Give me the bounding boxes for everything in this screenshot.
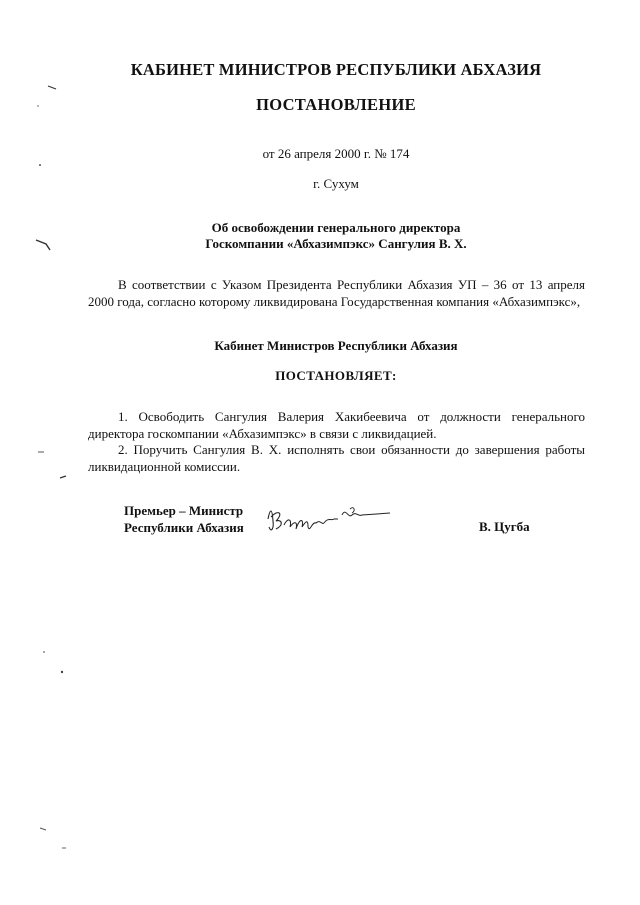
resolves-heading: ПОСТАНОВЛЯЕТ: <box>275 368 397 383</box>
signatory-title-line-2: Республики Абхазия <box>124 520 244 535</box>
handwritten-signature <box>262 497 392 537</box>
signatory-name: В. Цугба <box>479 519 530 534</box>
preamble-paragraph: В соответствии с Указом Президента Республики Абхазия УП – 36 от 13 апреля 2000 года, согласно которому ликвидирована Государственная компания «Абхазимпэкс», <box>88 277 585 309</box>
signatory-title-line-1: Премьер – Министр <box>124 503 244 518</box>
resolution-item: 2. Поручить Сангулия В. Х. исполнять свои обязанности до завершения работы ликвидационной комиссии. <box>88 442 585 474</box>
signatory-title <box>124 502 244 536</box>
subject-line-2: Госкомпании «Абхазимпэкс» Сангулия В. Х. <box>205 236 467 251</box>
issuer-line: Кабинет Министров Республики Абхазия <box>214 338 458 353</box>
subject-line-1: Об освобождении генерального директора <box>211 220 461 235</box>
resolution-items <box>88 409 585 475</box>
organization-heading: КАБИНЕТ МИНИСТРОВ РЕСПУБЛИКИ АБХАЗИЯ <box>130 60 542 79</box>
city-line: г. Сухум <box>313 176 359 191</box>
date-and-number: от 26 апреля 2000 г. № 174 <box>262 146 410 161</box>
document-type-heading: ПОСТАНОВЛЕНИЕ <box>256 95 416 114</box>
resolution-item: 1. Освободить Сангулия Валерия Хакибеевича от должности генерального директора госкомпании «Абхазимпэкс» в связи с ликвидацией. <box>88 409 585 441</box>
subject-block <box>0 220 640 252</box>
